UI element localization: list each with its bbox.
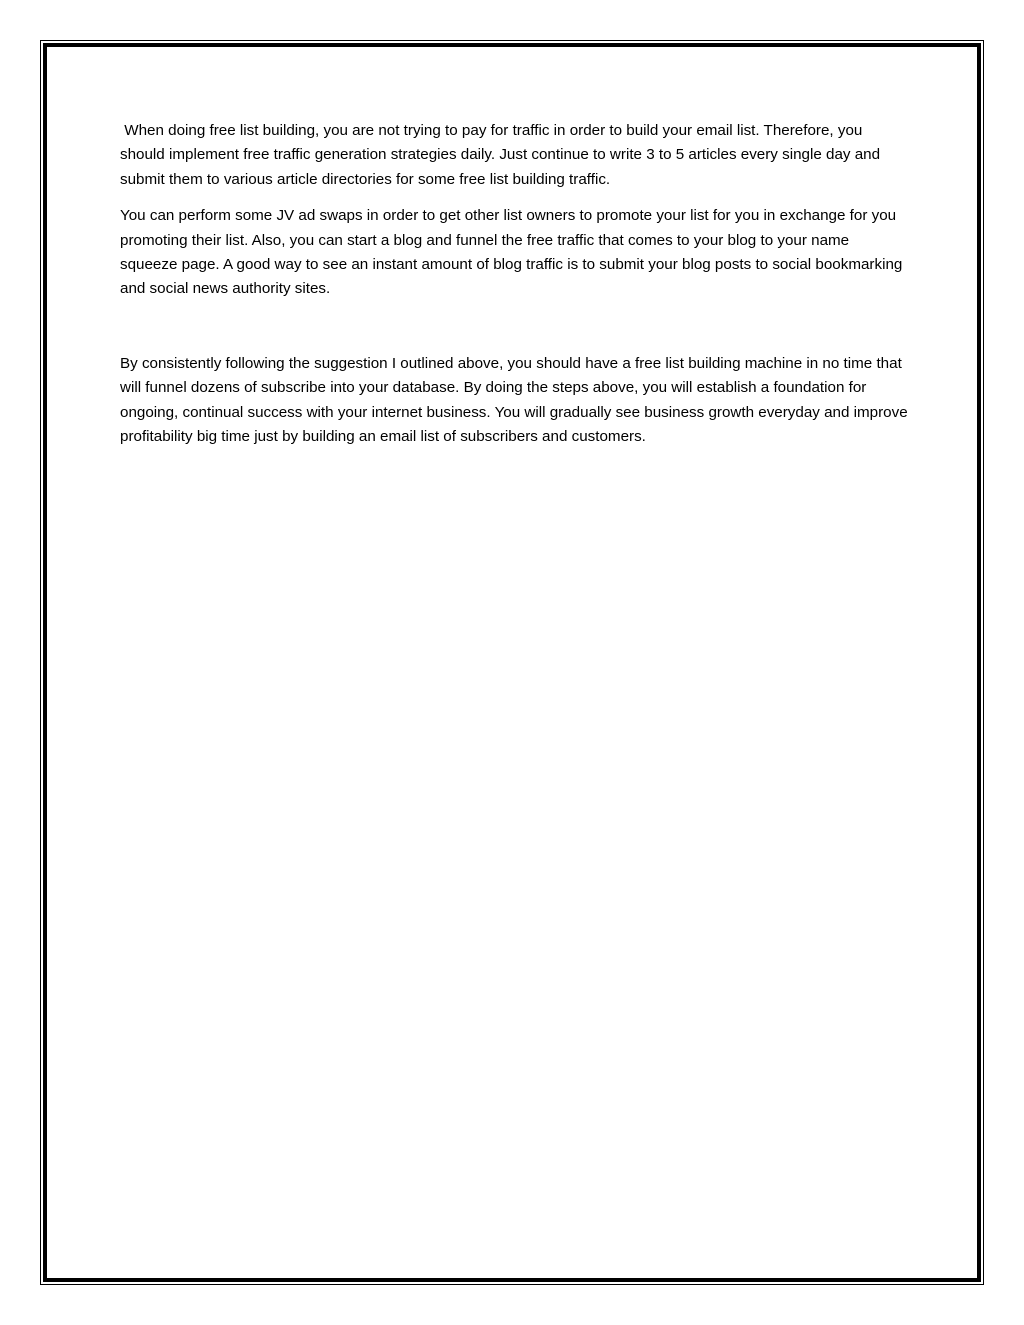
paragraph-free-list-building: When doing free list building, you are not trying to pay for traffic in order to build your email list. Therefore, you should implement free traffic generation strategies daily. Just continue to write 3 to 5 articles every single day and submit them to various article directories for some free list building traffic. xyxy=(120,122,885,188)
document-body xyxy=(120,119,910,449)
paragraph-consistently-following: By consistently following the suggestion I outlined above, you should have a free list building machine in no time that will funnel dozens of subscribe into your database. By doing the steps above, you will establish a foundation for ongoing, continual success with your internet business. You will gradually see business growth everyday and improve profitability big time just by building an email list of subscribers and customers. xyxy=(120,354,912,446)
paragraph-jv-ad-swaps: You can perform some JV ad swaps in order to get other list owners to promote your list for you in exchange for you promoting their list. Also, you can start a blog and funnel the free traffic that comes to your blog to your name squeeze page. A good way to see an instant amount of blog traffic is to submit your blog posts to social bookmarking and social news authority sites. xyxy=(120,207,907,298)
